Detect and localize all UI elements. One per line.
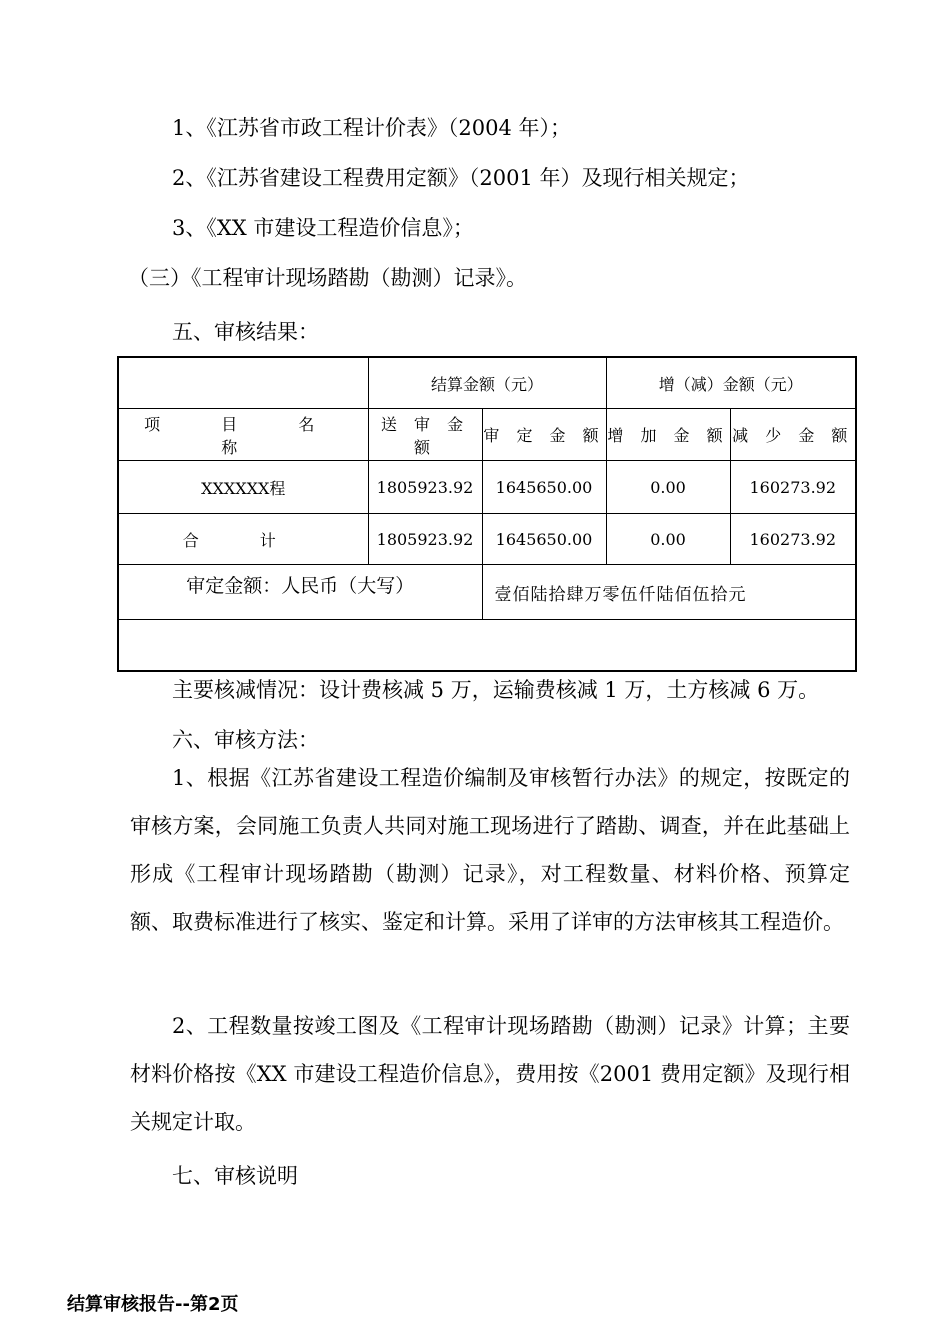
header-increase: 增 加 金 额: [606, 409, 730, 461]
total-label: 合 计: [118, 514, 368, 565]
table-blank-row: [118, 620, 856, 672]
basis-item-3: 3、《XX 市建设工程造价信息》；: [172, 216, 474, 240]
header-item-name: 项 目 名 称: [118, 409, 368, 461]
approved-amount-words: 壹佰陆拾肆万零伍仟陆佰伍拾元: [482, 565, 856, 620]
basis-item-1: 1、《江苏省市政工程计价表》（2004 年）；: [172, 116, 571, 140]
table-total-row: [118, 514, 856, 565]
row-submitted-amount: 1805923.92: [368, 461, 482, 514]
total-approved-amount: 1645650.00: [482, 514, 606, 565]
page-footer: 结算审核报告--第2页: [67, 1294, 239, 1315]
header-settle-group: 结算金额（元）: [368, 357, 606, 409]
header-change-group: 增（减）金额（元）: [606, 357, 856, 409]
section7-title: 七、审核说明: [172, 1164, 298, 1188]
section5-title: 五、审核结果：: [172, 320, 319, 344]
audit-result-table: [117, 356, 857, 672]
table-row: [118, 461, 856, 514]
main-reductions: 主要核减情况：设计费核减 5 万，运输费核减 1 万，土方核减 6 万。: [172, 678, 820, 702]
header-decrease: 减 少 金 额: [730, 409, 856, 461]
table-corner-cell: [118, 357, 368, 409]
basis-3-heading: （三）《工程审计现场踏勘（勘测）记录》。: [128, 266, 527, 290]
row-decrease-amount: 160273.92: [730, 461, 856, 514]
row-approved-amount: 1645650.00: [482, 461, 606, 514]
row-project-name: XXXXXX程: [118, 461, 368, 514]
row-increase-amount: 0.00: [606, 461, 730, 514]
method-2-text: 2、工程数量按竣工图及《工程审计现场踏勘（勘测）记录》计算；主要材料价格按《XX 市建设工程造价信息》，费用按《2001 费用定额》及现行相关规定计取。: [130, 1014, 850, 1134]
total-submitted-amount: 1805923.92: [368, 514, 482, 565]
basis-item-2: 2、《江苏省建设工程费用定额》（2001 年）及现行相关规定；: [172, 166, 750, 190]
method-paragraph-2: [130, 1002, 850, 1146]
total-decrease-amount: 160273.92: [730, 514, 856, 565]
approved-amount-words-label: 审定金额：人民币（大写）: [118, 565, 482, 620]
header-submitted: 送 审 金 额: [368, 409, 482, 461]
method-1-text: 1、根据《江苏省建设工程造价编制及审核暂行办法》的规定，按既定的审核方案，会同施工负责人共同对施工现场进行了踏勘、调查，并在此基础上形成《工程审计现场踏勘（勘测）记录》，对工程数量、材料价格、预算定额、取费标准进行了核实、鉴定和计算。采用了详审的方法审核其工程造价。: [130, 766, 850, 934]
total-increase-amount: 0.00: [606, 514, 730, 565]
header-approved: 审 定 金 额: [482, 409, 606, 461]
section6-title: 六、审核方法：: [172, 728, 319, 752]
method-paragraph-1: [130, 754, 850, 946]
